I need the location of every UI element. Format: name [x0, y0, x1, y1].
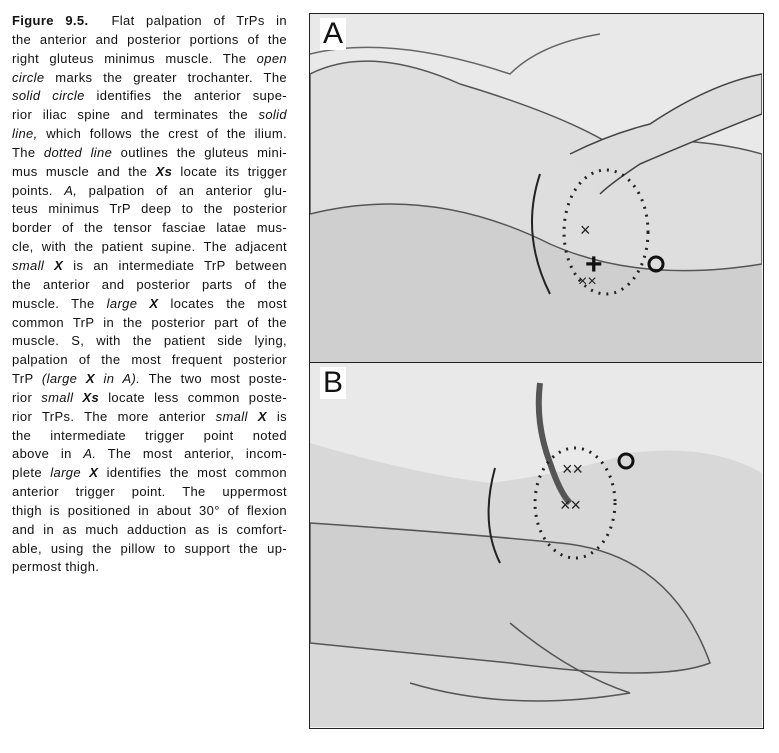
caption-text: is	[266, 408, 287, 424]
caption-text: right gluteus minimus muscle. The	[12, 50, 257, 66]
caption-text: rior	[12, 389, 42, 405]
caption-text: muscle. The	[12, 295, 107, 311]
caption-text: X	[89, 465, 99, 481]
caption-text: The most anterior, incom-	[96, 446, 287, 462]
caption-text: X	[54, 257, 64, 273]
caption-text: marks the greater trochanter. The	[44, 69, 287, 85]
panel-b	[310, 363, 762, 727]
caption-line	[12, 200, 287, 219]
caption-text: small	[41, 389, 83, 405]
caption-text: large	[106, 295, 150, 311]
caption-line	[12, 219, 287, 238]
caption-text: Xs	[82, 389, 100, 405]
caption-text: open	[256, 50, 287, 66]
caption-line	[12, 276, 287, 295]
caption-text: A,	[64, 182, 78, 198]
caption-text: solid circle	[12, 88, 85, 104]
panel-b-drawing	[310, 363, 762, 727]
caption-text: in A).	[94, 371, 141, 387]
caption-text: Figure 9.5.	[12, 13, 89, 28]
caption-text: which follows the crest of the ilium.	[37, 126, 287, 142]
caption-text: line,	[12, 126, 38, 142]
caption-line	[12, 540, 287, 559]
caption-line	[12, 31, 287, 50]
caption-line	[12, 295, 287, 314]
caption-text: Flat palpation of TrPs in	[88, 13, 288, 28]
caption-line	[12, 50, 287, 69]
caption-text: rior TrPs. The more anterior	[12, 408, 216, 424]
caption-text: plete	[12, 465, 51, 481]
caption-line	[12, 87, 287, 106]
caption-text: identifies the anterior supe-	[84, 88, 287, 104]
caption-text: outlines the gluteus mini-	[112, 144, 287, 160]
caption-text: identifies the most common	[98, 465, 288, 481]
caption-text: large	[50, 465, 90, 481]
caption-text: is an intermediate TrP between	[63, 257, 287, 273]
caption-text: X	[149, 295, 159, 311]
caption-text: the anterior and posterior parts of the	[12, 276, 287, 292]
svg-text:××: ××	[562, 459, 584, 479]
caption-line	[12, 182, 287, 201]
caption-text: The two most poste-	[140, 371, 287, 387]
caption-text: muscle. S, with the patient side lying,	[12, 333, 287, 349]
caption-text: locates the most	[158, 295, 287, 311]
panel-b-label: B	[320, 367, 346, 399]
caption-line	[12, 370, 287, 389]
caption-text: dotted line	[43, 144, 113, 160]
caption-text: mus muscle and the	[12, 163, 156, 179]
caption-text: circle	[12, 69, 45, 85]
caption-text: the intermediate trigger point noted	[12, 427, 287, 443]
caption-line	[12, 12, 287, 31]
figure-illustration	[309, 13, 764, 729]
caption-text: teus minimus TrP deep to the posterior	[12, 201, 287, 217]
caption-text: A.	[83, 446, 97, 462]
caption-line	[12, 408, 287, 427]
caption-text: permost thigh.	[12, 559, 100, 575]
panel-a-label: A	[320, 18, 346, 50]
caption-text: palpation of an anterior glu-	[77, 182, 287, 198]
caption-line	[12, 144, 287, 163]
caption-text: points.	[12, 182, 65, 198]
caption-line	[12, 502, 287, 521]
caption-line	[12, 163, 287, 182]
caption-line	[12, 558, 287, 577]
caption-text: thigh is positioned in about 30° of flexion	[12, 502, 287, 518]
caption-text: border of the tensor fasciae latae mus-	[12, 220, 287, 236]
caption-text: rior iliac spine and terminates the	[12, 107, 259, 123]
svg-text:×: ×	[580, 220, 591, 240]
caption-line	[12, 314, 287, 333]
figure-caption	[12, 12, 287, 577]
caption-line	[12, 125, 287, 144]
svg-text:××: ××	[578, 273, 597, 290]
caption-text: above in	[12, 446, 84, 462]
caption-text: small	[215, 408, 258, 424]
caption-text: able, using the pillow to support the up-	[12, 540, 287, 556]
caption-text: common TrP in the posterior part of the	[12, 314, 287, 330]
caption-line	[12, 238, 287, 257]
caption-line	[12, 427, 287, 446]
panel-a-drawing	[310, 14, 762, 362]
caption-text: palpation of the most frequent posterior	[12, 352, 287, 368]
caption-text: the anterior and posterior portions of the	[12, 31, 287, 47]
caption-text: The	[12, 144, 44, 160]
svg-text:+: +	[585, 248, 603, 281]
caption-text: X	[257, 408, 267, 424]
caption-text: locate its trigger	[172, 163, 287, 179]
caption-text: locate less common poste-	[99, 389, 287, 405]
caption-text: solid	[258, 107, 287, 123]
caption-line	[12, 351, 287, 370]
svg-text:××: ××	[560, 495, 582, 515]
caption-line	[12, 389, 287, 408]
caption-line	[12, 464, 287, 483]
caption-line	[12, 483, 287, 502]
caption-text: anterior trigger point. The uppermost	[12, 484, 287, 500]
caption-line	[12, 106, 287, 125]
caption-text: small	[12, 257, 55, 273]
caption-text: TrP	[12, 371, 42, 387]
caption-line	[12, 332, 287, 351]
panel-a	[310, 14, 762, 363]
caption-line	[12, 445, 287, 464]
caption-text: cle, with the patient supine. The adjacent	[12, 239, 287, 255]
caption-text: X	[85, 371, 95, 387]
caption-text: and in as much adduction as is comfort-	[12, 521, 287, 537]
caption-line	[12, 69, 287, 88]
caption-text: (large	[41, 371, 86, 387]
caption-text: Xs	[155, 163, 173, 179]
caption-line	[12, 257, 287, 276]
caption-line	[12, 521, 287, 540]
